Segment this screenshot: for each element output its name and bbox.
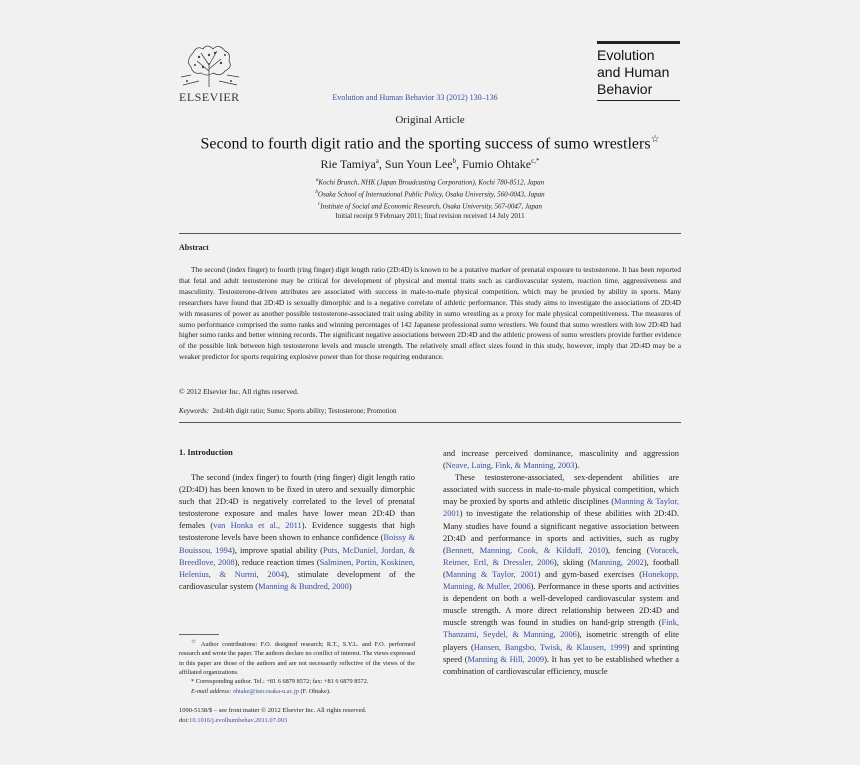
author-affil-mark: b	[452, 157, 457, 165]
affiliations	[180, 176, 680, 222]
paragraph-text: )	[348, 581, 352, 591]
citation-link[interactable]: Neave, Laing, Fink, & Manning, 2003	[445, 461, 575, 471]
email-owner: (F. Ohtake).	[300, 687, 331, 695]
keywords-list: 2nd:4th digit ratio; Sumo; Sports ability; Testosterone; Promotion	[212, 407, 397, 415]
citation-link[interactable]: Honekopp, Manning, & Muller, 2006	[443, 569, 679, 592]
citation-link[interactable]: Manning, 2002	[590, 557, 644, 567]
journal-brand	[597, 41, 680, 101]
citation-link[interactable]: Manning & Hill, 2009	[467, 654, 545, 664]
affiliation-mark: b	[315, 189, 318, 195]
paragraph-text: ), fencing (	[605, 545, 650, 555]
affiliation-text: Kochi Branch, NHK (Japan Broadcasting Corporation), Kochi 780-8512, Japan	[318, 178, 545, 187]
footnote-rule	[179, 634, 219, 635]
citation-link[interactable]: Boissy & Bouissou, 1994	[179, 533, 415, 555]
email-label: E-mail address:	[191, 687, 232, 695]
intro-paragraph-continued	[443, 448, 679, 472]
journal-citation-link[interactable]: Evolution and Human Behavior 33 (2012) 130–136	[332, 93, 498, 102]
affiliation-line	[180, 200, 680, 212]
intro-paragraph	[443, 472, 679, 678]
paragraph-text: ), skiing (	[553, 557, 591, 567]
paragraph-text: ) and gym-based exercises (	[537, 569, 643, 579]
paragraph-text: ).	[574, 461, 580, 471]
abstract-body: The second (index finger) to fourth (ring finger) digit length ratio (2D:4D) is known to be a putative marker of prenatal exposure to testosterone. It has been reported that fetal and adult testosterone may be critical for development of physical and mental traits such as cardiovascular system, reaction time, aggressiveness and masculinity. Testosterone-driven attributes are associated with success in male-to-male physical competition, which may be proxied by ability in sports. Many researchers have found that 2D:4D is sexually dimorphic and is a negative correlate of athletic performance. This study aims to investigate the associations of 2D:4D with measures of power as another possible testosterone-associated trait using ability in sumo wrestling as a proxy for male physical competitiveness. The measures of sumo performance comprised the sumo ranks and winning percentages of 142 Japanese professional sumo wrestlers. We found that sumo wrestlers with low 2D:4D had higher sumo ranks and better winning records. The significant negative associations between 2D:4D and the athletic prowess of sumo wrestlers provide further evidence of the possible link between high testosterone levels and muscle strength. The relatively small effect sizes found in this study, however, imply that 2D:4D may be a weaker predictor for sports requiring explosive power than for those requiring endurance.	[179, 265, 681, 362]
section-heading-introduction: 1. Introduction	[179, 448, 233, 457]
article-title	[165, 134, 695, 153]
author-affil-mark: a	[375, 157, 379, 165]
author-separator: ,	[378, 157, 385, 171]
affiliation-mark: c	[318, 201, 321, 207]
paragraph-text: ). It has yet to be established whether a combination of cardiovascular efficiency, muscle	[443, 654, 679, 676]
footnotes	[179, 638, 415, 696]
affiliation-text: Osaka School of International Public Policy, Osaka University, 560-0043, Japan	[317, 190, 545, 199]
intro-paragraph	[179, 472, 415, 593]
issn-line: 1090-5138/$ – see front matter © 2012 Elsevier Inc. All rights reserved.	[179, 707, 367, 714]
paragraph-text: These testosterone-associated, sex-dependent abilities are associated with success in male-to-male physical competition, which may be proxied by sports and athletic disciplines (	[443, 473, 679, 507]
received-dates: Initial receipt 9 February 2011; final revision received 14 July 2011	[335, 212, 525, 221]
citation-link[interactable]: Fink, Thanzami, Seydel, & Manning, 2006	[443, 618, 679, 640]
title-text: Second to fourth digit ratio and the sporting success of sumo wrestlers	[200, 135, 651, 153]
citation-link[interactable]: Bennett, Manning, Cook, & Kilduff, 2010	[445, 545, 606, 555]
journal-brand-line: Evolution	[597, 47, 655, 63]
title-footnote-mark[interactable]: ☆	[650, 134, 660, 145]
doi-link[interactable]: 10.1016/j.evolhumbehav.2011.07.003	[189, 717, 288, 724]
front-matter	[179, 706, 479, 726]
citation-link[interactable]: Hansen, Bangsbo, Twisk, & Klausen, 1999	[473, 642, 627, 652]
affiliation-line	[180, 188, 680, 200]
affiliation-mark: a	[315, 178, 319, 183]
abstract-heading: Abstract	[179, 243, 209, 252]
paragraph-text: ), reduce reaction times (	[234, 557, 320, 567]
affiliation-line	[180, 176, 680, 188]
keywords	[179, 407, 397, 415]
footnote-email	[179, 687, 415, 696]
author-name[interactable]: Sun Youn Lee	[384, 157, 453, 171]
paragraph-text: ), isometric strength of elite players (	[443, 630, 679, 652]
right-column	[443, 448, 679, 678]
paragraph-text: ). Evidence suggests that high testosterone levels have been shown to enhance confidence (	[179, 521, 415, 543]
doi-prefix: doi:	[179, 717, 190, 724]
doi-line	[179, 716, 479, 726]
citation-link[interactable]: van Honka et al., 2011	[213, 521, 302, 531]
paragraph-text: The second (index finger) to fourth (ring finger) digit length ratio (2D:4D) has been known to be fixed in utero and sexually dimorphic such that 2D:4D is negatively correlated to the level of prenatal testosterone exposure and males have lower mean 2D:4D than females (	[179, 473, 415, 531]
paragraph-text: and increase perceived dominance, masculinity and aggression (	[443, 449, 679, 471]
footnote-text: Author contributions: F.O. designed research; R.T., S.Y.L. and F.O. performed research and wrote the paper. The authors declare no conflict of interest. The views expressed in this paper are those of the authors and are not necessarily reflective of the views of the affiliated organizations.	[179, 641, 415, 676]
left-column	[179, 472, 415, 593]
abstract-copyright: © 2012 Elsevier Inc. All rights reserved.	[179, 387, 299, 396]
citation-link[interactable]: Puts, McDaniel, Jordan, & Breedlove, 2008	[179, 545, 416, 567]
citation-link[interactable]: Manning & Bundred, 2000	[258, 581, 349, 591]
publisher-wordmark: ELSEVIER	[179, 90, 240, 104]
journal-brand-line: and Human	[597, 64, 670, 80]
citation-link[interactable]: Voracek, Reimer, Ertl, & Dressler, 2006	[443, 545, 679, 567]
author-separator: ,	[456, 157, 463, 171]
abstract-bottom-rule	[179, 422, 681, 423]
paragraph-text: ), improve spatial ability (	[232, 545, 323, 555]
citation-link[interactable]: Salminen, Portin, Koskinen, Helenius, & Nurmi, 2004	[179, 557, 415, 579]
citation-link[interactable]: Manning & Taylor, 2001	[445, 569, 538, 579]
paragraph-text: ). Performance in these sports and activities is dependent on both a well-developed cardiovascular system and muscle strength. A more direct relationship between 2D:4D and muscle strength was found in studies on hand-grip strength (	[443, 582, 679, 628]
paragraph-text: ), football (	[443, 557, 679, 579]
author-name[interactable]: Rie Tamiya	[320, 157, 376, 171]
affiliation-text: Institute of Social and Economic Research, Osaka University, 567-0047, Japan	[320, 201, 542, 210]
article-type: Original Article	[395, 114, 465, 126]
footnote-mark: ☆	[191, 639, 198, 645]
author-list	[180, 157, 680, 172]
paragraph-text: ) to investigate the relationship of these abilities with 2D:4D. Many studies have found a significant negative association between 2D:4D and performance in sports and activities, such as rugby (	[443, 509, 679, 555]
email-link[interactable]: ohtake@iser.osaka-u.ac.jp	[232, 687, 299, 695]
paragraph-text: ) and sprinting speed (	[443, 642, 679, 664]
paragraph-text: ), stimulate development of the cardiovascular system (	[179, 569, 415, 591]
keywords-label: Keywords:	[179, 407, 210, 415]
journal-brand-line: Behavior	[597, 81, 653, 97]
footnote-corresponding: * Corresponding author. Tel.: +81 6 6879 8572; fax: +81 6 6879 8572.	[191, 678, 369, 686]
abstract-top-rule	[179, 233, 681, 234]
citation-link[interactable]: Manning & Taylor, 2001	[443, 497, 679, 519]
author-name[interactable]: Fumio Ohtake	[462, 157, 532, 171]
author-affil-mark: c,*	[531, 157, 540, 165]
footnote-author-contributions	[179, 638, 415, 677]
